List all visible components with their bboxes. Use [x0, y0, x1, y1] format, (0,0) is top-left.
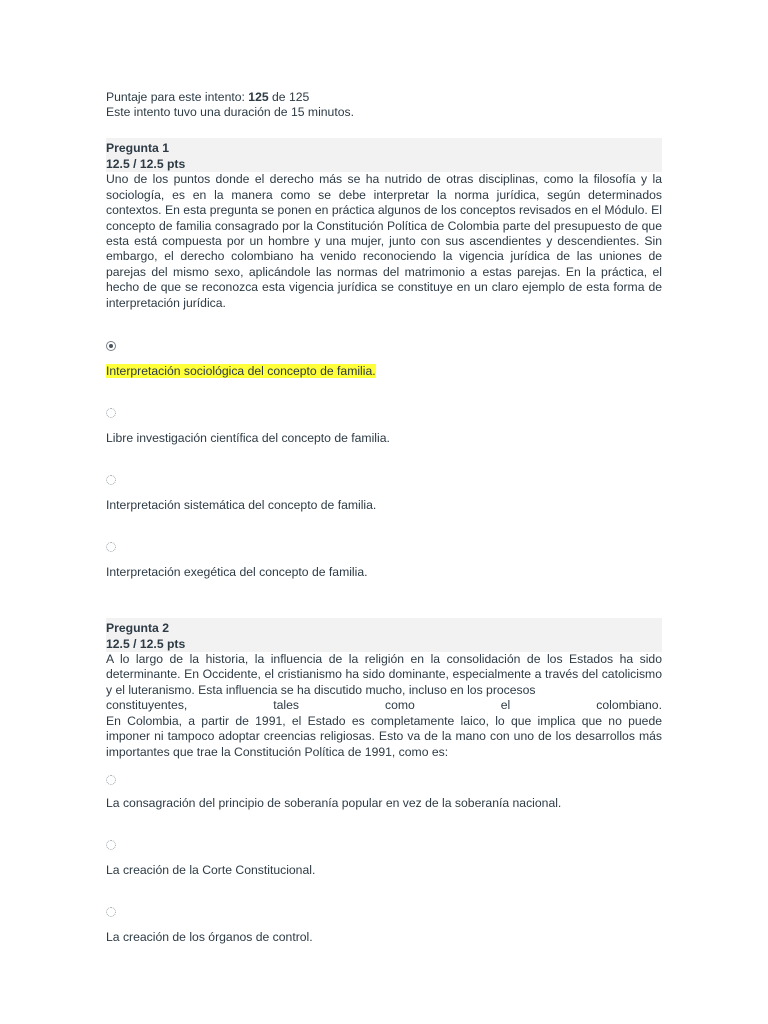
question-2-text-a: A lo largo de la historia, la influencia de la religión en la consolidación de los Estados ha sido determinante. En Occidente, el cristianismo ha sido dominante, especialmente a través del catolicismo y el luteranismo. Esta influencia se ha discutido mucho, incluso en los procesos — [106, 652, 662, 697]
option-label: Interpretación exegética del concepto de familia. — [106, 565, 368, 580]
text-word: constituyentes, — [106, 698, 188, 713]
option-label: Libre investigación científica del concepto de familia. — [106, 431, 390, 446]
radio-icon[interactable] — [106, 542, 116, 552]
question-1-option-4[interactable] — [106, 541, 662, 580]
radio-selected-icon[interactable] — [106, 341, 116, 351]
score-value: 125 — [248, 90, 269, 104]
option-label: La creación de la Corte Constitucional. — [106, 862, 316, 877]
text-word: el — [500, 698, 511, 713]
radio-icon[interactable] — [106, 840, 116, 850]
radio-icon[interactable] — [106, 775, 116, 785]
radio-icon[interactable] — [106, 475, 116, 485]
question-2-option-1[interactable] — [106, 774, 662, 811]
question-1-text: Uno de los puntos donde el derecho más se ha nutrido de otras disciplinas, como la filosofía y la sociología, es en la manera como se debe interpretar la norma jurídica, según determinados contextos. En esta pregunta se ponen en práctica algunos de los conceptos revisados en el Módulo. El concepto de familia consagrado por la Constitución Política de Colombia parte del presupuesto de que esta está compuesta por un hombre y una mujer, junto con sus ascendientes y descendientes. Sin embargo, el derecho colombiano ha venido reconociendo la vigencia jurídica de las uniones de parejas del mismo sexo, aplicándole las normas del matrimonio a estas parejas. En la práctica, el hecho de que se reconozca esta vigencia jurídica se constituye en un claro ejemplo de esta forma de interpretación jurídica. — [106, 172, 662, 310]
option-label: La creación de los órganos de control. — [106, 929, 313, 944]
score-line — [106, 90, 662, 105]
question-2-points: 12.5 / 12.5 pts — [106, 637, 186, 652]
radio-icon[interactable] — [106, 408, 116, 418]
radio-icon[interactable] — [106, 907, 116, 917]
text-word: como — [384, 698, 415, 713]
question-1-option-3[interactable] — [106, 474, 662, 513]
question-2-option-3[interactable] — [106, 906, 662, 945]
duration-line: Este intento tuvo una duración de 15 minutos. — [106, 105, 354, 120]
text-word: tales — [273, 698, 300, 713]
question-1-points: 12.5 / 12.5 pts — [106, 157, 186, 172]
question-2-text-b: En Colombia, a partir de 1991, el Estado es completamente laico, lo que implica que no puede imponer ni tampoco adoptar creencias religiosas. Esto va de la mano con uno de los desarrollos más importantes que trae la Constitución Política de 1991, como es: — [106, 713, 662, 759]
option-label: La consagración del principio de soberanía popular en vez de la soberanía nacional. — [106, 795, 562, 810]
question-1-option-2[interactable] — [106, 407, 662, 446]
question-2-text-justified-line — [106, 698, 662, 713]
score-suffix: de 125 — [272, 90, 310, 104]
question-1-header — [106, 138, 662, 172]
question-2-header — [106, 618, 662, 652]
option-label: Interpretación sociológica del concepto de familia. — [106, 364, 376, 379]
option-label: Interpretación sistemática del concepto de familia. — [106, 498, 377, 513]
quiz-results — [106, 90, 662, 945]
text-word: colombiano. — [596, 698, 662, 713]
question-1-option-1[interactable] — [106, 340, 662, 379]
question-2-option-2[interactable] — [106, 839, 662, 878]
question-2-title: Pregunta 2 — [106, 621, 169, 636]
score-prefix: Puntaje para este intento: — [106, 90, 245, 104]
question-1-title: Pregunta 1 — [106, 141, 169, 156]
